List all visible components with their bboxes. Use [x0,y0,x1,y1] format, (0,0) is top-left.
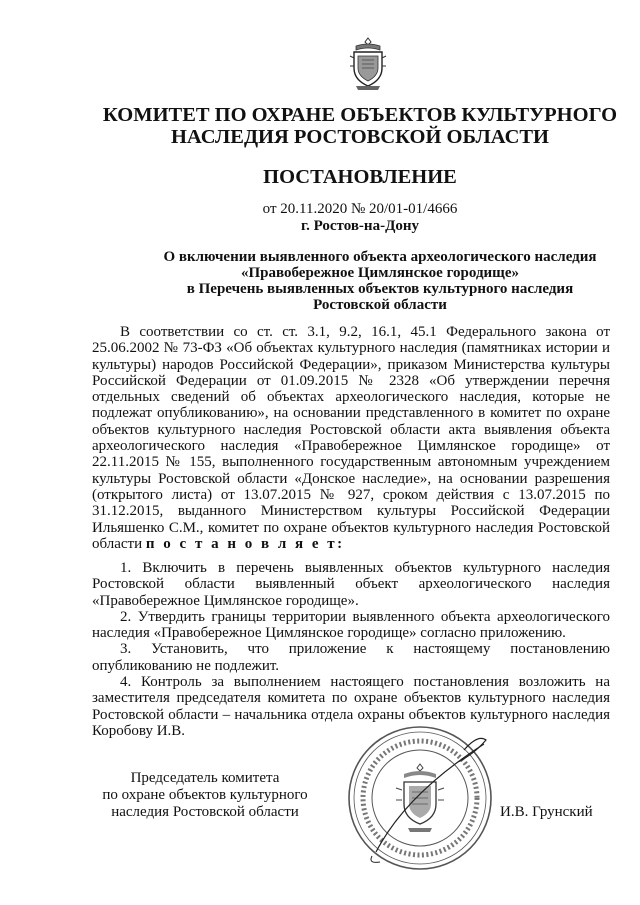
resolves-word: п о с т а н о в л я е т: [145,535,345,552]
organization-title-line2: НАСЛЕДИЯ РОСТОВСКОЙ ОБЛАСТИ [170,126,550,148]
resolution-items [92,560,610,739]
organization-title [80,104,640,148]
signatory-name: И.В. Грунский [500,804,593,820]
resolution-item-4: 4. Контроль за выполнением настоящего постановления возложить на заместителя председателя комитета по охране объектов культурного наследия Ростовской области – начальника отдела охраны объектов культурного наследия Коробову И.В. [92,674,610,739]
preamble-paragraph [92,324,610,552]
official-seal-stamp [346,724,494,872]
signatory-position-line2: по охране объектов культурного [102,787,308,803]
date-and-number: от 20.11.2020 № 20/01-01/4666 [262,201,458,217]
resolution-item-2: 2. Утвердить границы территории выявленного объекта археологического наследия «Правобережное Цимлянское городище» согласно приложению. [92,608,610,642]
city: г. Ростов-на-Дону [300,218,420,234]
subject-line1: О включении выявленного объекта археологического наследия [163,249,597,265]
subject-line3: в Перечень выявленных объектов культурного наследия [186,281,574,297]
document-subject [132,249,628,313]
signatory-position-line1: Председатель комитета [130,770,280,786]
organization-title-line1: КОМИТЕТ ПО ОХРАНЕ ОБЪЕКТОВ КУЛЬТУРНОГО [102,104,618,126]
document-type-title: ПОСТАНОВЛЕНИЕ [263,166,457,188]
coat-of-arms-emblem [348,36,388,92]
resolution-item-1: 1. Включить в перечень выявленных объектов культурного наследия Ростовской области выявленный объект археологического наследия «Правобережное Цимлянское городище». [92,560,610,609]
subject-line4: Ростовской области [313,297,447,313]
preamble-text: В соответствии со ст. ст. 3.1, 9.2, 16.1, 45.1 Федерального закона от 25.06.2002 № 73-ФЗ «Об объектах культурного наследия (памятниках истории и культуры) народов Российской Федерации», приказом Министерства культуры Российской Федерации от 01.09.2015 № 2328 «Об утверждении перечня отдельных сведений об объектах археологического наследия, которые не подлежат опубликованию», на основании представленного в комитет по охране объектов культурного наследия Ростовской области акта выявления объекта археологического наследия «Правобережное Цимлянское городище» от 22.11.2015 № 155, выполненного государственным автономным учреждением культуры Ростовской области «Донское наследие», на основании разрешения (открытого листа) от 13.07.2015 № 927, сроком действия с 13.07.2015 по 31.12.2015, выданного Министерством культуры Российской Федерации Ильяшенко С.М., комитет по охране объектов культурного наследия Ростовской области [92,324,610,552]
resolution-item-3: 3. Установить, что приложение к настоящему постановлению опубликованию не подлежит. [92,641,610,674]
signatory-position [90,770,320,821]
signatory-position-line3: наследия Ростовской области [111,804,299,820]
subject-line2: «Правобережное Цимлянское городище» [240,265,519,281]
